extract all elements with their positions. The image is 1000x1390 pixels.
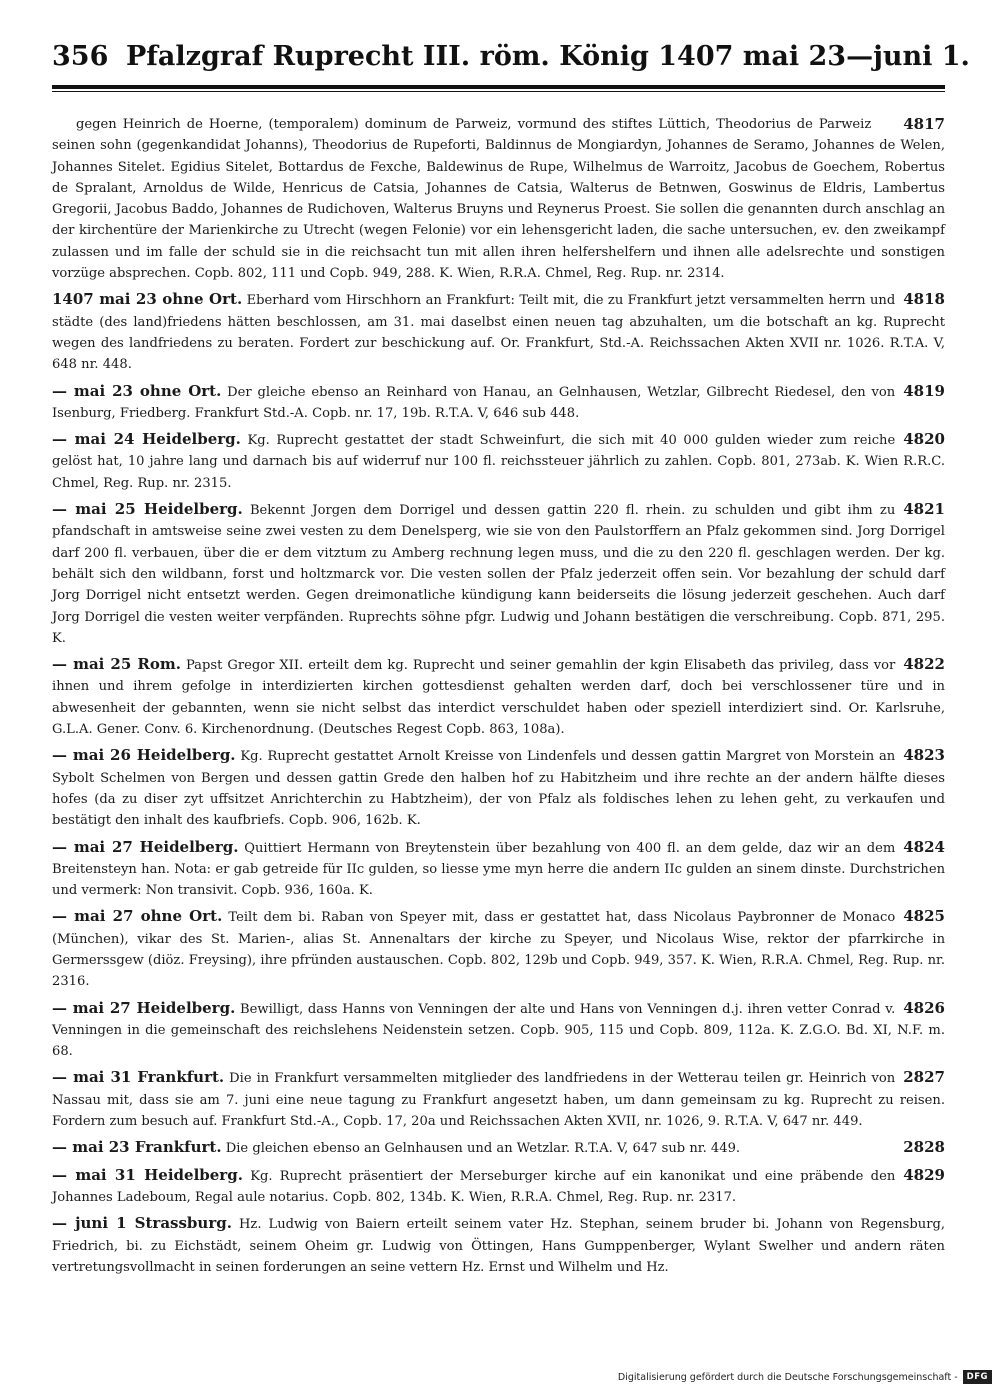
entry-text: Hz. Ludwig von Baiern erteilt seinem vater Hz. Stephan, seinem bruder bi. Johann von Regensburg, Friedrich, bi. zu Eichstädt, seinem Oheim gr. Ludwig von Öttingen, Hans Gumppenberger, Wylant Swelher und andern räten vertretungsvollmacht in seinen forderungen an seine vettern Hz. Ernst und Wilhelm und Hz. [52, 1217, 945, 1275]
entry-number: 4819 [903, 381, 945, 400]
regest-entry [52, 114, 945, 284]
entry-number: 2827 [903, 1068, 945, 1087]
entry-number: 4824 [903, 837, 945, 856]
entry-text: Bekennt Jorgen dem Dorrigel und dessen gattin 220 fl. rhein. zu schulden und gibt ihm zu pfandschaft in amtsweise seine zwei vesten zu dem Denelsperg, wie sie von den Paulstorffern an Pfalz gekommen sind. Jorg Dorrigel darf 200 fl. verbauen, über die er dem vitztum zu Amberg rechnung legen muss, und die zu den 220 fl. geschlagen werden. Der kg. behält sich den wildbann, forst und holtzmarck vor. Die vesten sollen der Pfalz jederzeit offen sein. Vor bezahlung der schuld darf Jorg Dorrigel nicht entsetzt werden. Gegen dreimonatliche kündigung kann beiderseits die lösung jederzeit geschehen. Auch darf Jorg Dorrigel die vesten weiter verpfänden. Ruprechts söhne pfgr. Ludwig und Johann bestätigen die verschreibung. Copb. 871, 295. K. [52, 503, 945, 646]
entry-number: 4829 [903, 1165, 945, 1184]
entry-number: 4817 [903, 115, 945, 133]
entry-date: 1407 mai 23 ohne Ort. [52, 290, 243, 309]
entry-date: — juni 1 Strassburg. [52, 1214, 232, 1233]
entry-text: gegen Heinrich de Hoerne, (temporalem) dominum de Parweiz, vormund des stiftes Lüttich, Theodorius de Parweiz seinen sohn (gegenkandidat Johanns), Theodorius de Rupeforti, Baldinnus de Mongiardyn, Johannes de Seramo, Johannes de Welen, Johannes Sitelet. Egidius Sitelet, Bottardus de Fexche, Baldewinus de Rupe, Wilhelmus de Warroitz, Jacobus de Goechem, Robertus de Spralant, Arnoldus de Wilde, Henricus de Catsia, Johannes de Catsia, Walterus de Betnwen, Goswinus de Eldris, Lambertus Gregorii, Jacobus Baddo, Johannes de Rudichoven, Walterus Bruyns und Reynerus Proest. Sie sollen die genannten durch anschlag an der kirchentüre der Marienkirche zu Utrecht (wegen Felonie) vor ein lehensgericht laden, die sache untersuchen, ev. den zweikampf zulassen und im falle der schuld sie in die reichsacht tun mit allen ihren helfershelfern und ihnen alle adelsrechte und sonstigen vorzüge absprechen. Copb. 802, 111 und Copb. 949, 288. K. Wien, R.R.A. Chmel, Reg. Rup. nr. 2314. [52, 117, 945, 282]
regest-entry [52, 998, 945, 1063]
regest-entry [52, 381, 945, 425]
entry-date: — mai 23 ohne Ort. [52, 381, 222, 400]
entry-number: 2828 [903, 1138, 945, 1157]
entry-text: Quittiert Hermann von Breytenstein über bezahlung von 400 fl. an dem gelde, daz wir an dem Breitensteyn han. Nota: er gab getreide für IIc gulden, so liesse yme myn herre die andern IIc gulden an sinem dinste. Durchstrichen und vermerk: Non transivit. Copb. 936, 160a. K. [52, 840, 945, 899]
entry-text: Bewilligt, dass Hanns von Venningen der alte und Hans von Venningen d.j. ihren vetter Conrad v. Venningen in die gemeinschaft des reichslehens Neidenstein setzen. Copb. 905, 115 und Copb. 809, 112a. K. Z.G.O. Bd. XI, N.F. m. 68. [52, 1001, 945, 1060]
regest-entry [52, 745, 945, 831]
dfg-logo-icon: DFG [963, 1370, 992, 1384]
regest-entry [52, 1137, 945, 1159]
regest-entry [52, 837, 945, 902]
regest-entry [52, 1165, 945, 1209]
regest-entry [52, 654, 945, 740]
regest-entry [52, 499, 945, 649]
entry-number: 4825 [903, 907, 945, 926]
entry-number: 4822 [903, 655, 945, 674]
entry-text: Kg. Ruprecht gestattet der stadt Schweinfurt, die sich mit 40 000 gulden wieder zum reiche gelöst hat, 10 jahre lang und darnach bis auf widerruf nur 100 fl. reichssteuer jährlich zu zahlen. Copb. 801, 273ab. K. Wien R.R.C. Chmel, Reg. Rup. nr. 2315. [52, 433, 945, 491]
entry-date: — mai 26 Heidelberg. [52, 746, 236, 765]
entry-date: — mai 24 Heidelberg. [52, 430, 241, 449]
entry-text: Kg. Ruprecht gestattet Arnolt Kreisse von Lindenfels und dessen gattin Margret von Morstein an Sybolt Schelmen von Bergen und dessen gattin Grede den halben hof zu Habitzheim und ihre rechte an der andern hälfte dieses hofes (da zu diser zyt uffsitzet Anrichterchin zu Habtzheim), der von Pfalz als foldisches lehen zu lehen geht, zu verkaufen und bestätigt den inhalt des kaufbriefs. Copb. 906, 162b. K. [52, 749, 945, 829]
regest-entry [52, 1213, 945, 1278]
entry-text: Papst Gregor XII. erteilt dem kg. Ruprecht und seiner gemahlin der kgin Elisabeth das privileg, dass vor ihnen und ihrem gefolge in interdizierten kirchen gottesdienst gehalten werden darf, doch bei verschlossener türe und in abwesenheit der gebannten, wenn sie nicht selbst das interdict verschuldet haben oder speziell interdiziert sind. Or. Karlsruhe, G.L.A. Gener. Conv. 6. Kirchenordnung. (Deutsches Regest Copb. 863, 108a). [52, 658, 945, 738]
entry-number: 4820 [903, 430, 945, 449]
entry-date: — mai 25 Rom. [52, 655, 181, 674]
regesta-entries [52, 114, 945, 1283]
entry-number: 4818 [903, 290, 945, 309]
page-title: Pfalzgraf Ruprecht III. röm. König 1407 mai 23—juni 1. [126, 41, 970, 72]
entry-text: Die in Frankfurt versammelten mitglieder des landfriedens in der Wetterau teilen gr. Heinrich von Nassau mit, dass sie am 7. juni eine neue tagung zu Frankfurt angesetzt haben, um dann gemeinsam zu kg. Ruprecht zu reisen. Fordern zum besuch auf. Frankfurt Std.-A., Copb. 17, 20a und Reichssachen Akten XVII, nr. 1026, 9. R.T.A. V, 647 nr. 449. [52, 1071, 945, 1130]
entry-text: Die gleichen ebenso an Gelnhausen und an Wetzlar. R.T.A. V, 647 sub nr. 449. [225, 1141, 741, 1157]
entry-date: — mai 31 Frankfurt. [52, 1068, 225, 1087]
regest-entry [52, 1067, 945, 1132]
entry-number: 4823 [903, 746, 945, 765]
entry-text: Teilt dem bi. Raban von Speyer mit, dass er gestattet hat, dass Nicolaus Paybronner de Monaco (München), vikar des St. Marien-, alias St. Annenaltars der kirche zu Speyer, und Nicolaus Wise, rektor der pfarrkirche in Germerssgew (diöz. Freysing), ihre pfründen austauschen. Copb. 802, 129b und Copb. 949, 357. K. Wien, R.R.A. Chmel, Reg. Rup. nr. 2316. [52, 910, 945, 990]
page-number: 356 [52, 41, 109, 72]
regest-entry [52, 906, 945, 992]
entry-date: — mai 31 Heidelberg. [52, 1165, 243, 1184]
entry-date: — mai 25 Heidelberg. [52, 500, 243, 519]
regest-entry [52, 429, 945, 494]
entry-date: — mai 23 Frankfurt. [52, 1138, 222, 1157]
entry-text: Eberhard vom Hirschhorn an Frankfurt: Teilt mit, die zu Frankfurt jetzt versammelten herrn und städte (des land)friedens hätten beschlossen, am 31. mai daselbst einen neuen tag abzuhalten, um die botschaft an kg. Ruprecht wegen des landfriedens zu beraten. Fordert zur beschickung auf. Or. Frankfurt, Std.-A. Reichssachen Akten XVII nr. 1026. R.T.A. V, 648 nr. 448. [52, 293, 945, 373]
entry-date: — mai 27 ohne Ort. [52, 907, 223, 926]
entry-text: Der gleiche ebenso an Reinhard von Hanau, an Gelnhausen, Wetzlar, Gilbrecht Riedesel, den von Isenburg, Friedberg. Frankfurt Std.-A. Copb. nr. 17, 19b. R.T.A. V, 646 sub 448. [52, 384, 896, 421]
footer [618, 1368, 992, 1386]
entry-date: — mai 27 Heidelberg. [52, 998, 236, 1017]
page-header [52, 36, 970, 78]
entry-text: Kg. Ruprecht präsentiert der Merseburger kirche auf ein kanonikat und eine präbende den Johannes Ladeboum, Regal aule notarius. Copb. 802, 134b. K. Wien, R.R.A. Chmel, Reg. Rup. nr. 2317. [52, 1168, 896, 1205]
footer-credit: Digitalisierung gefördert durch die Deutsche Forschungsgemeinschaft - [617, 1371, 958, 1383]
header-rule-thick [52, 85, 945, 89]
header-rule-thin [52, 91, 945, 92]
regest-entry [52, 289, 945, 375]
entry-number: 4826 [903, 998, 945, 1017]
entry-number: 4821 [903, 500, 945, 519]
entry-date: — mai 27 Heidelberg. [52, 837, 239, 856]
